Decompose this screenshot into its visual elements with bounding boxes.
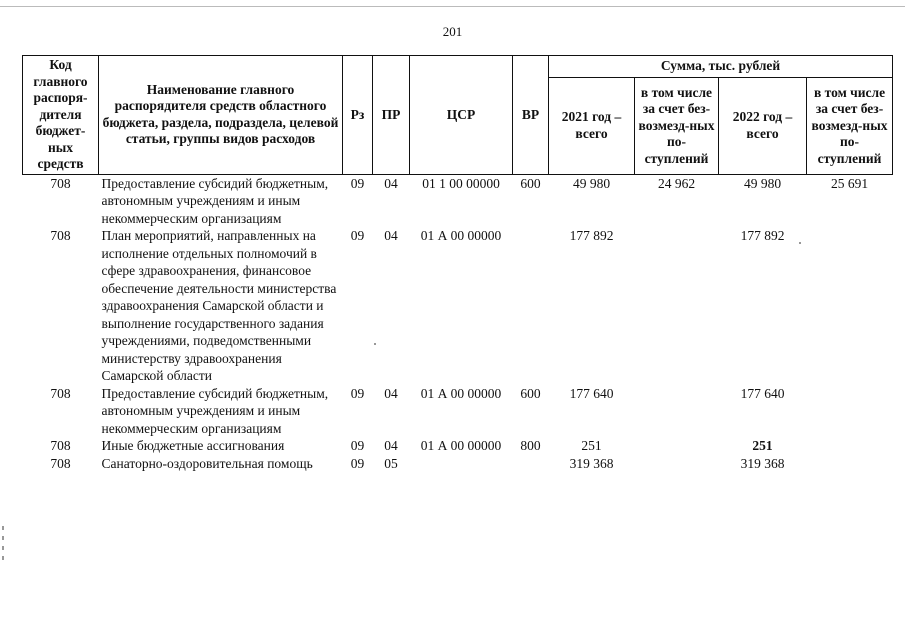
table-row — [23, 227, 893, 385]
header-csr: ЦСР — [410, 56, 513, 175]
header-2022-free: в том числе за счет без-возмезд-ных по-ступлений — [807, 78, 893, 175]
cell-2022-total: 49 980 — [743, 175, 782, 191]
cell-code: 708 — [50, 455, 71, 471]
header-2021-total: 2021 год – всего — [549, 78, 635, 175]
header-2022-total: 2022 год – всего — [719, 78, 807, 175]
cell-vr: 800 — [520, 438, 541, 453]
cell-code: 708 — [50, 385, 71, 401]
cell-2022-free: 25 691 — [830, 175, 869, 191]
cell-pr: 04 — [384, 438, 398, 453]
cell-rz: 09 — [350, 175, 365, 191]
table-body — [23, 174, 893, 472]
header-rz: Рз — [343, 56, 373, 175]
cell-2021-total: 177 892 — [569, 228, 614, 243]
cell-csr: 01 А 00 00000 — [420, 228, 502, 243]
header-pr: ПР — [373, 56, 410, 175]
cell-2021-free — [635, 455, 719, 473]
cell-2021-total: 49 980 — [572, 175, 611, 191]
cell-vr: 600 — [520, 175, 541, 191]
cell-vr — [513, 455, 549, 473]
cell-2021-free: 24 962 — [657, 175, 696, 191]
top-rule — [0, 6, 905, 7]
cell-vr: 600 — [520, 385, 541, 401]
cell-2022-free — [807, 437, 893, 455]
scan-mark — [2, 536, 4, 540]
scan-mark — [2, 546, 4, 550]
cell-csr: 01 1 00 00000 — [422, 175, 500, 191]
cell-name: Предоставление субсидий бюджетным, автономным учреждениям и иным некоммерческим организациям — [101, 385, 329, 436]
cell-csr: 01 А 00 00000 — [420, 385, 502, 401]
cell-code: 708 — [50, 175, 71, 191]
cell-2021-total: 251 — [581, 438, 602, 453]
scan-speck — [799, 242, 801, 244]
cell-2022-total: 319 368 — [740, 455, 785, 471]
cell-csr — [410, 455, 513, 473]
cell-name: Предоставление субсидий бюджетным, автономным учреждениям и иным некоммерческим организациям — [101, 175, 329, 226]
cell-rz: 09 — [350, 385, 365, 401]
scan-mark — [2, 556, 4, 560]
cell-2021-free — [635, 385, 719, 438]
cell-2021-free — [635, 227, 719, 385]
cell-csr: 01 А 00 00000 — [420, 438, 502, 453]
cell-2022-free — [807, 455, 893, 473]
cell-rz: 09 — [350, 228, 365, 243]
cell-code: 708 — [50, 438, 71, 453]
cell-2022-total: 177 892 — [740, 228, 785, 243]
cell-pr: 04 — [384, 385, 398, 401]
table-header — [23, 56, 893, 175]
cell-name: Санаторно-оздоровительная помощь — [101, 455, 313, 471]
header-vr: ВР — [513, 56, 549, 175]
cell-name: Иные бюджетные ассигнования — [101, 438, 285, 453]
table-row — [23, 385, 893, 438]
header-name: Наименование главного распорядителя средств областного бюджета, раздела, подраздела, целевой статьи, группы видов расходов — [99, 56, 343, 175]
cell-2021-total: 319 368 — [569, 455, 614, 471]
page-number: 201 — [442, 24, 463, 39]
cell-pr: 05 — [384, 455, 398, 471]
cell-pr: 04 — [384, 175, 398, 191]
table-row — [23, 437, 893, 455]
header-code: Код главного распоря-дителя бюджет-ных средств — [23, 56, 99, 175]
cell-rz: 09 — [350, 455, 365, 471]
scan-speck — [374, 343, 376, 345]
scan-mark — [2, 526, 4, 530]
cell-code: 708 — [50, 228, 71, 243]
table-row — [23, 174, 893, 227]
cell-2022-total: 251 — [752, 438, 773, 453]
table-row — [23, 455, 893, 473]
header-sum-group: Сумма, тыс. рублей — [549, 56, 893, 78]
header-2021-free: в том числе за счет без-возмезд-ных по-ступлений — [635, 78, 719, 175]
cell-2021-free — [635, 437, 719, 455]
cell-name: План мероприятий, направленных на исполнение отдельных полномочий в сфере здравоохранения, финансовое обеспечение деятельности министерства здравоохранения Самарской области и выполнение государственного задания учреждениями, подведомственными министерству здравоохранения Самарской области — [101, 228, 337, 383]
cell-pr: 04 — [384, 228, 398, 243]
cell-2021-total: 177 640 — [569, 385, 614, 401]
cell-2022-free — [807, 227, 893, 385]
budget-table — [22, 55, 893, 472]
cell-vr — [513, 227, 549, 385]
cell-2022-total: 177 640 — [740, 385, 785, 401]
cell-rz: 09 — [350, 438, 365, 453]
cell-2022-free — [807, 385, 893, 438]
scan-margin-marks — [0, 520, 6, 620]
